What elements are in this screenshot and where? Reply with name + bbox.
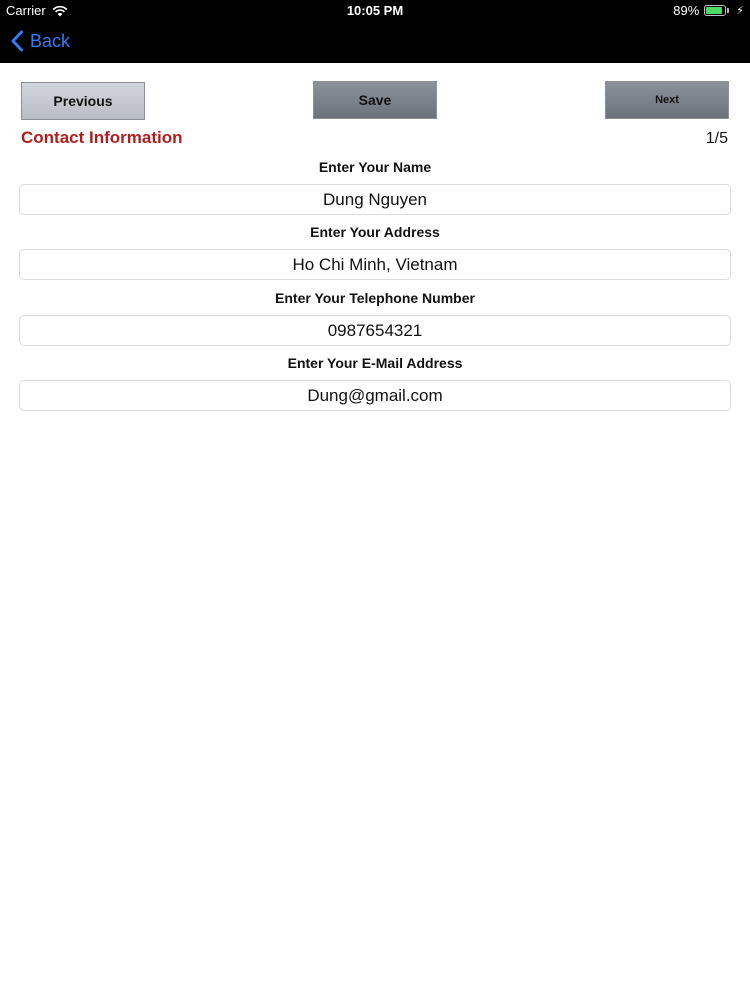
battery-fill xyxy=(706,7,722,14)
telephone-label: Enter Your Telephone Number xyxy=(275,290,475,306)
nav-bar xyxy=(0,22,750,63)
email-label: Enter Your E-Mail Address xyxy=(287,355,463,371)
previous-button[interactable]: Previous xyxy=(21,82,145,120)
charging-bolt-icon: ⚡ xyxy=(736,5,744,17)
battery-body xyxy=(704,5,726,16)
save-button[interactable]: Save xyxy=(313,81,437,119)
battery-tip xyxy=(727,8,729,13)
address-label: Enter Your Address xyxy=(310,224,440,240)
next-button[interactable]: Next xyxy=(605,81,729,119)
telephone-input[interactable] xyxy=(19,315,731,346)
carrier-label: Carrier xyxy=(6,3,46,18)
status-right xyxy=(673,3,744,18)
address-input[interactable] xyxy=(19,249,731,280)
battery-percent: 89% xyxy=(673,3,700,18)
chevron-left-icon xyxy=(10,30,24,52)
back-label: Back xyxy=(30,30,71,51)
back-button[interactable] xyxy=(10,30,70,52)
status-time: 10:05 PM xyxy=(346,3,404,18)
status-bar xyxy=(0,0,750,22)
battery-icon xyxy=(704,5,729,16)
section-title: Contact Information xyxy=(21,128,183,147)
name-label: Enter Your Name xyxy=(318,159,432,175)
email-input[interactable] xyxy=(19,380,731,411)
name-input[interactable] xyxy=(19,184,731,215)
page-indicator: 1/5 xyxy=(705,130,728,147)
